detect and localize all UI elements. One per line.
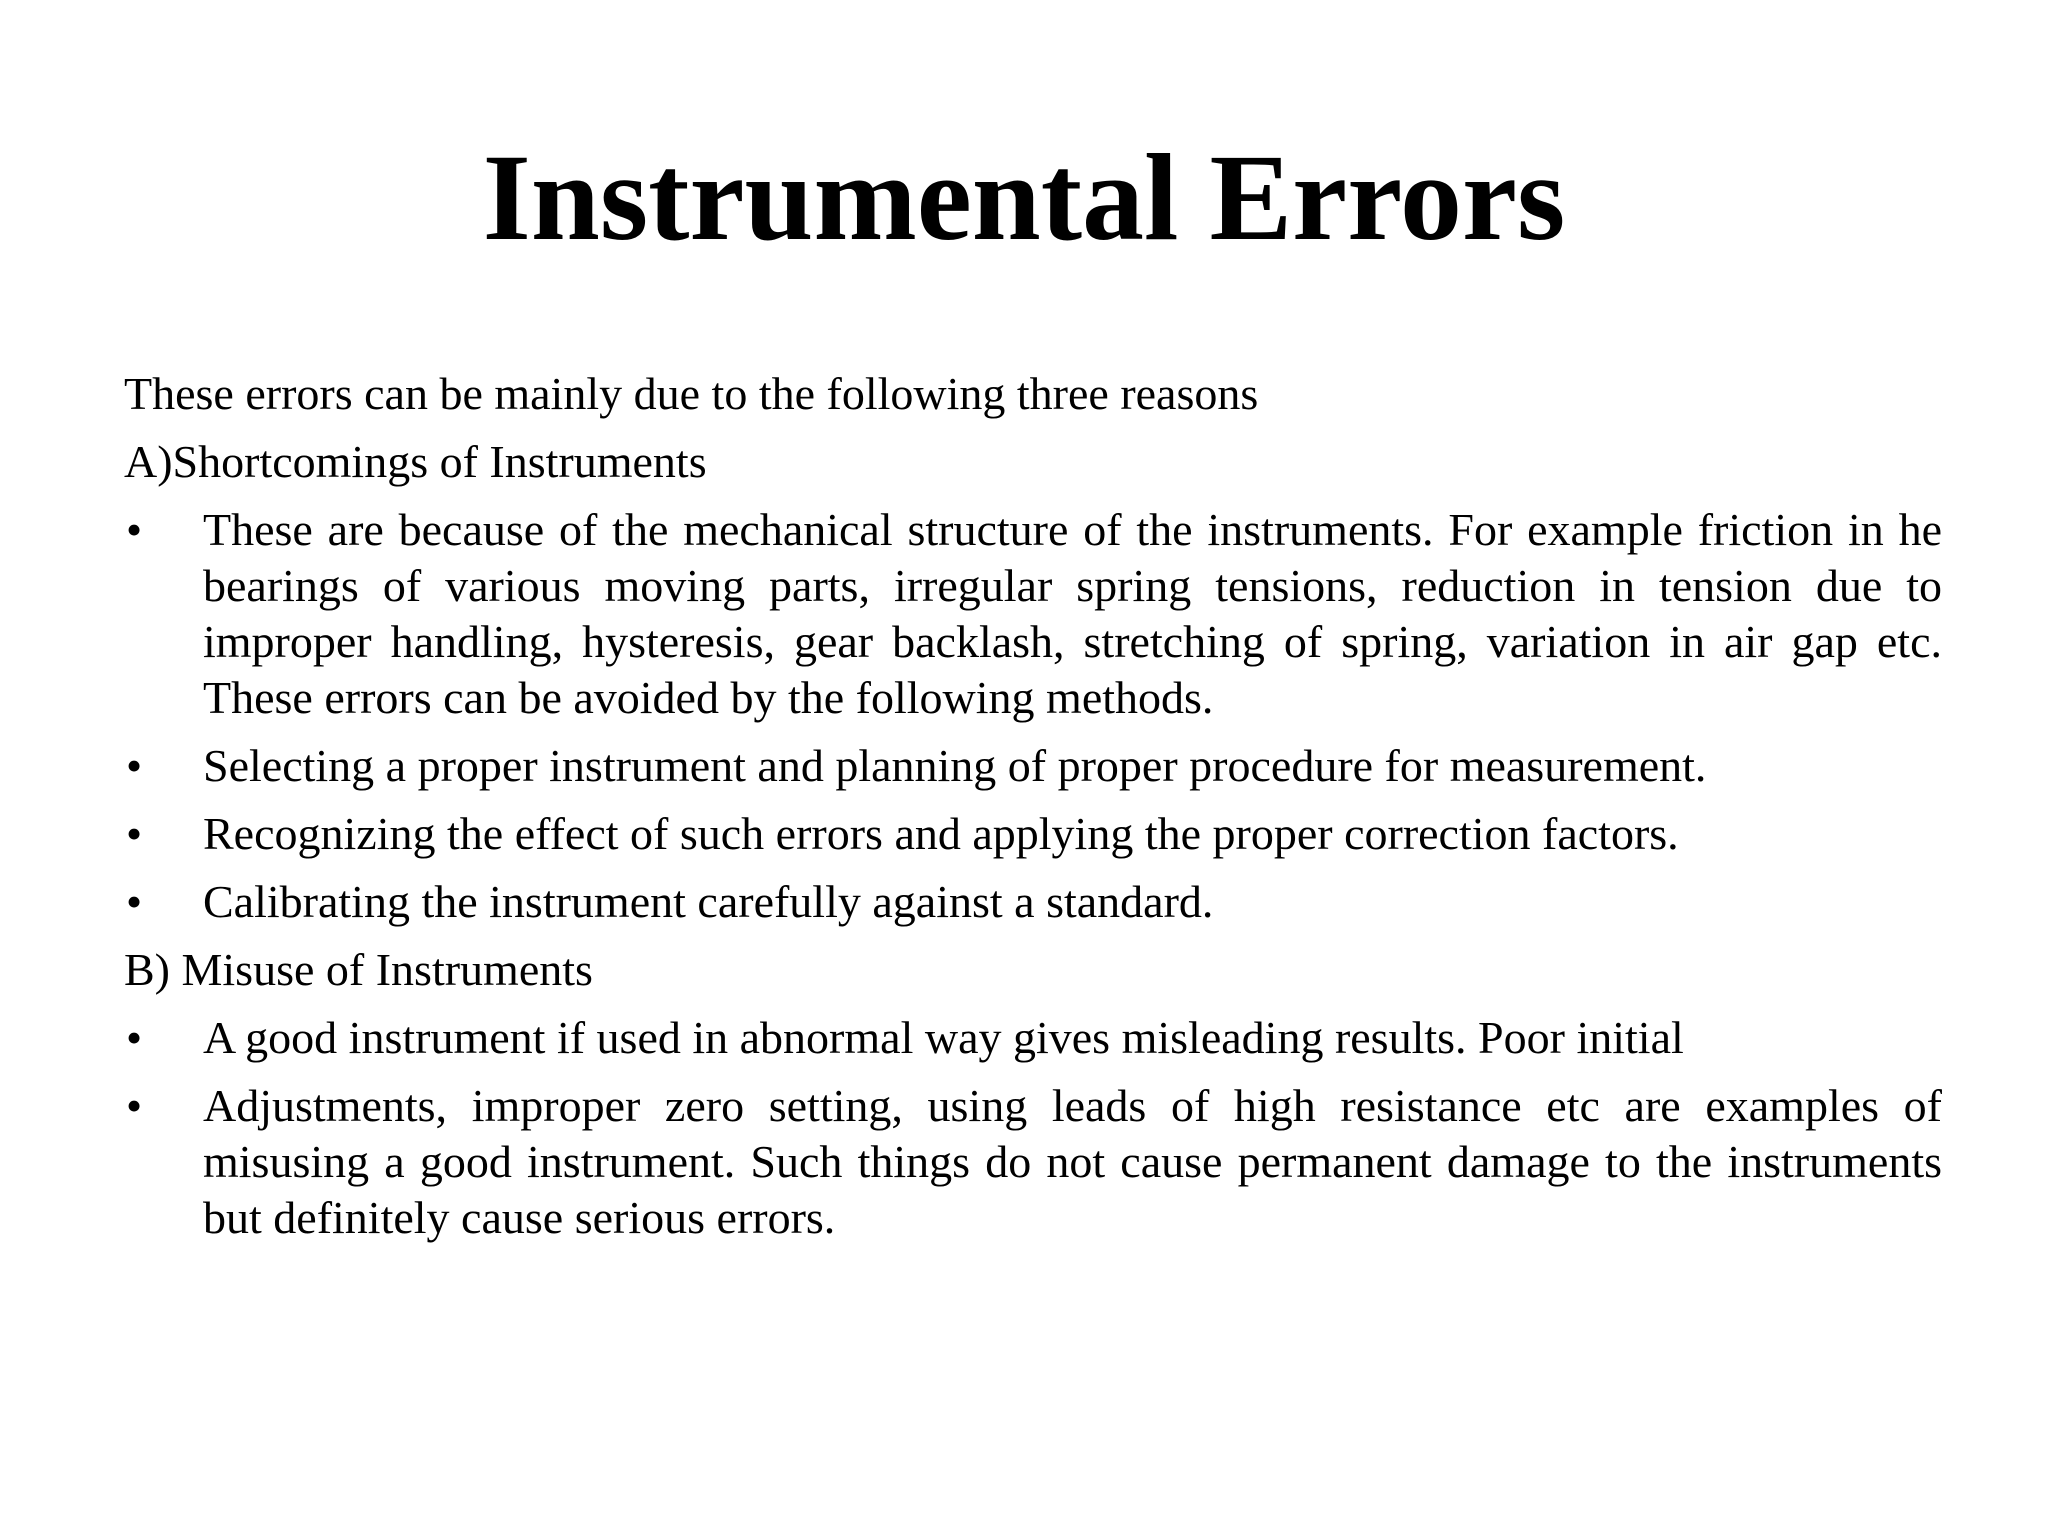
bullet-icon: • xyxy=(126,1080,143,1131)
list-item xyxy=(124,738,1942,794)
list-item xyxy=(124,874,1942,930)
list-item xyxy=(124,1010,1942,1066)
list-item xyxy=(124,1078,1942,1246)
bullet-icon: • xyxy=(126,876,143,927)
list-item xyxy=(124,806,1942,862)
slide-body xyxy=(124,366,1942,1258)
slide-title: Instrumental Errors xyxy=(482,129,1566,266)
section-b-list xyxy=(124,1010,1942,1246)
intro-text: These errors can be mainly due to the following three reasons xyxy=(124,368,1259,419)
bullet-icon: • xyxy=(126,740,143,791)
bullet-icon: • xyxy=(126,504,143,555)
section-b-heading: B) Misuse of Instruments xyxy=(124,944,593,995)
list-item xyxy=(124,502,1942,726)
bullet-icon: • xyxy=(126,808,143,859)
list-item-text: Calibrating the instrument carefully against a standard. xyxy=(203,876,1214,927)
list-item-text: Selecting a proper instrument and planning of proper procedure for measurement. xyxy=(203,740,1707,791)
bullet-icon: • xyxy=(126,1012,143,1063)
list-item-text: Adjustments, improper zero setting, using leads of high resistance etc are examples of misusing a good instrument. Such things do not cause permanent damage to the instruments but definitely cause serious errors. xyxy=(203,1080,1942,1243)
list-item-text: Recognizing the effect of such errors and applying the proper correction factors. xyxy=(203,808,1679,859)
list-item-text: A good instrument if used in abnormal way gives misleading results. Poor initial xyxy=(203,1012,1684,1063)
section-a-list xyxy=(124,502,1942,930)
section-a-heading: A)Shortcomings of Instruments xyxy=(124,436,707,487)
list-item-text: These are because of the mechanical structure of the instruments. For example friction in he bearings of various moving parts, irregular spring tensions, reduction in tension due to improper handling, hysteresis, gear backlash, stretching of spring, variation in air gap etc. These errors can be avoided by the following methods. xyxy=(203,504,1942,723)
